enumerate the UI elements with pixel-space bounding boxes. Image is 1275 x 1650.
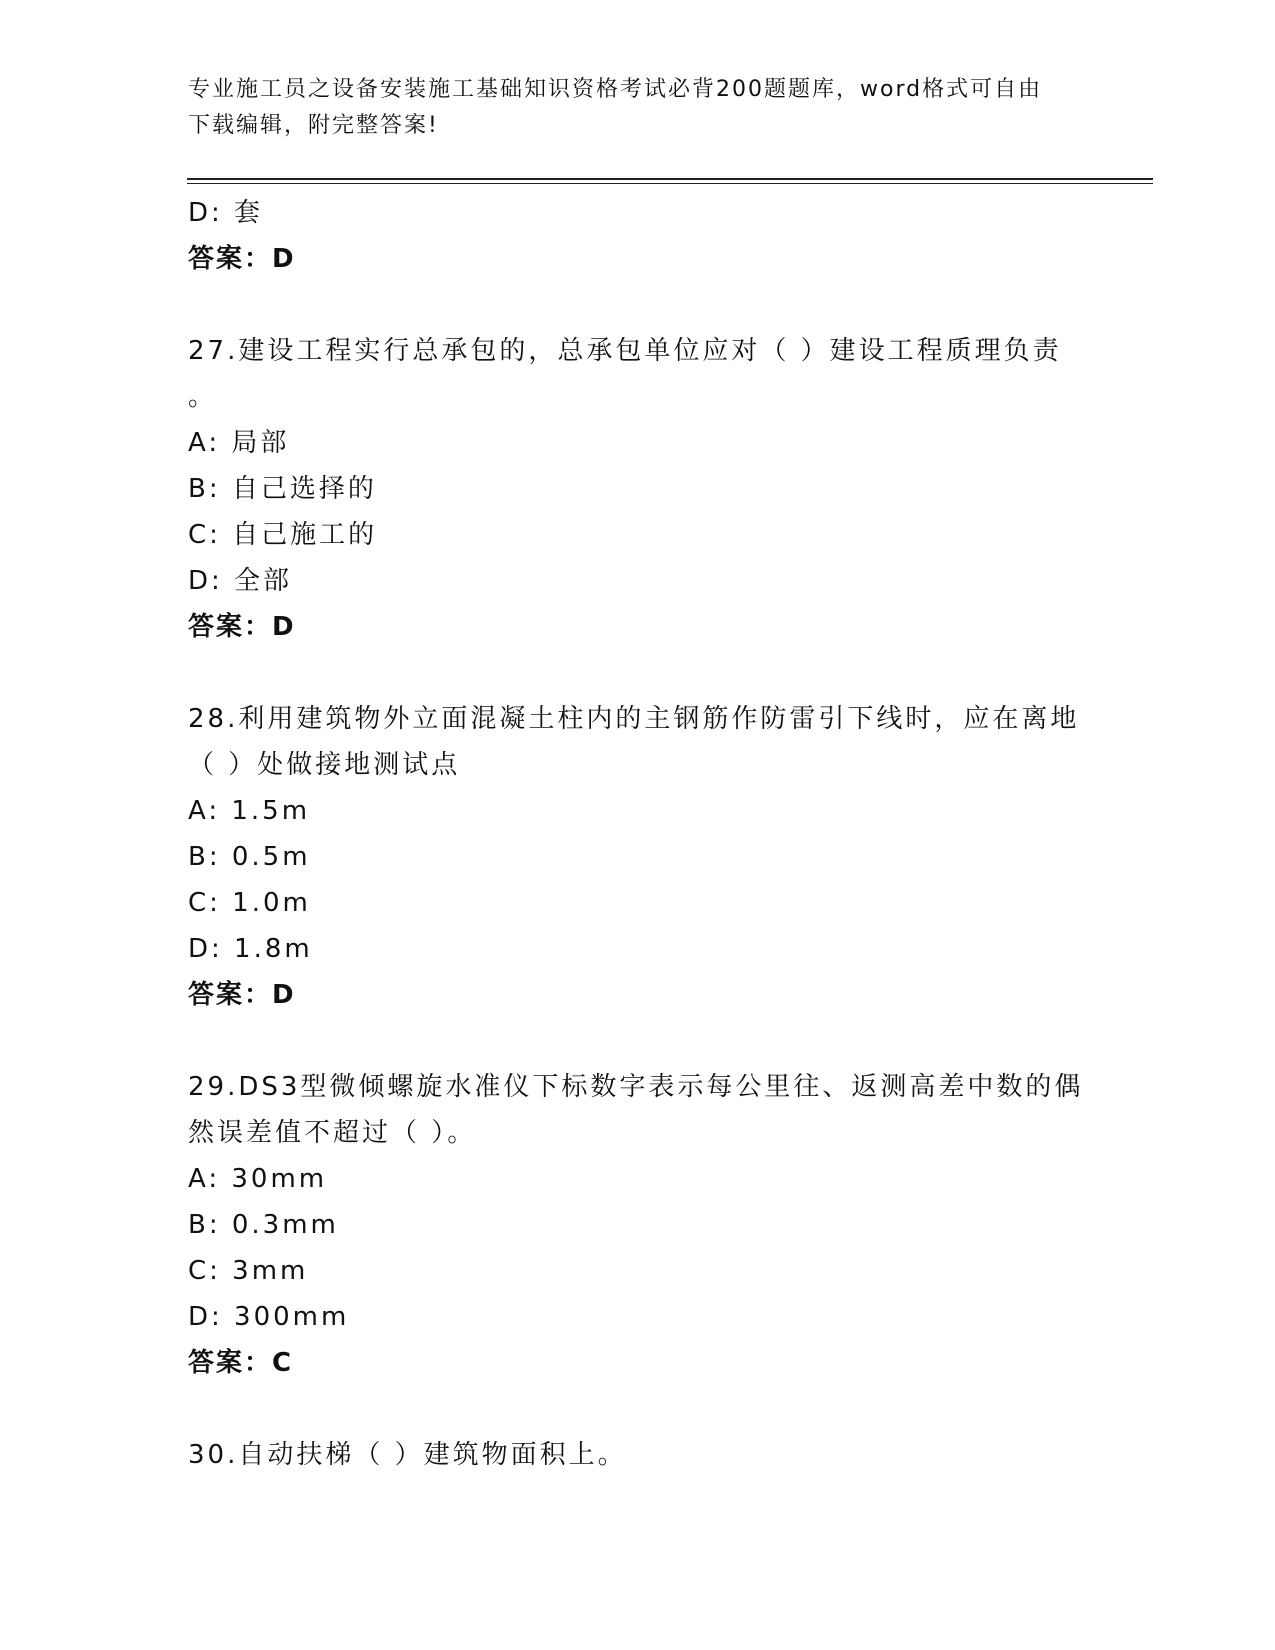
spacer [188,1386,1088,1432]
question-text-line-1: 27.建设工程实行总承包的，总承包单位应对（ ）建设工程质理负责 [188,336,1062,366]
header-line-1: 专业施工员之设备安装施工基础知识资格考试必背200题题库，word格式可自由 [188,77,1043,102]
option-b: B: 0.3mm [188,1210,339,1240]
question-text-line-2: 。 [188,382,218,412]
option-a: A: 30mm [188,1164,328,1194]
header-divider-thick [187,178,1153,180]
answer: 答案：D [188,612,296,642]
spacer [188,650,1088,696]
question-list [188,190,1088,1478]
option-a: A: 1.5m [188,796,311,826]
question-30 [188,1432,1088,1478]
previous-answer: 答案：D [188,244,296,274]
answer: 答案：D [188,980,296,1010]
question-27 [188,328,1088,650]
spacer [188,1018,1088,1064]
question-28 [188,696,1088,1018]
option-d: D: 全部 [188,566,293,596]
option-b: B: 自己选择的 [188,474,377,504]
question-text-line-1: 28.利用建筑物外立面混凝土柱内的主钢筋作防雷引下线时，应在离地 [188,704,1080,734]
option-d: D: 1.8m [188,934,313,964]
question-29 [188,1064,1088,1386]
option-c: C: 自己施工的 [188,520,378,550]
question-text-line-1: 30.自动扶梯（ ）建筑物面积上。 [188,1440,627,1470]
question-text-line-2: （ ）处做接地测试点 [188,750,461,780]
document-header [188,72,1088,144]
option-c: C: 3mm [188,1256,309,1286]
answer: 答案：C [188,1348,294,1378]
question-text-line-1: 29.DS3型微倾螺旋水准仪下标数字表示每公里往、返测高差中数的偶 [188,1072,1084,1102]
header-divider-thin [187,183,1153,184]
question-text-line-2: 然误差值不超过（ ）。 [188,1118,477,1148]
option-d: D: 300mm [188,1302,350,1332]
spacer [188,282,1088,328]
option-a: A: 局部 [188,428,290,458]
option-b: B: 0.5m [188,842,311,872]
option-c: C: 1.0m [188,888,311,918]
header-line-2: 下载编辑，附完整答案! [188,113,439,138]
previous-option-d: D: 套 [188,198,264,228]
